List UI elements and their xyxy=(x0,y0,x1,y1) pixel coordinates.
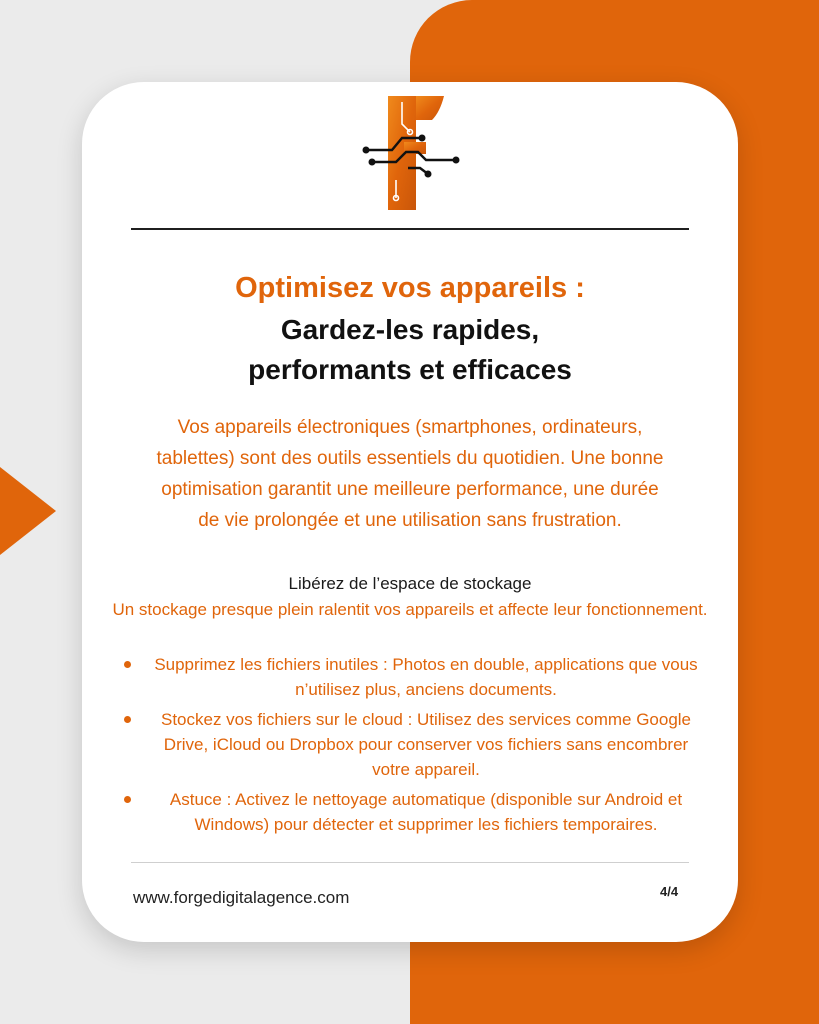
bullet-dot-icon xyxy=(124,716,131,723)
next-arrow-icon[interactable] xyxy=(0,467,56,555)
list-item-text: Stockez vos fichiers sur le cloud : Utilisez des services comme Google Drive, iCloud ou Dropbox pour conserver vos fichiers sans encombrer votre appareil. xyxy=(160,710,692,779)
intro-paragraph: Vos appareils électroniques (smartphones, ordinateurs, tablettes) sont des outils essentiels du quotidien. Une bonne optimisation garantit une meilleure performance, une durée de vie prolongée et une utilisation sans frustration. xyxy=(156,417,664,531)
list-item xyxy=(82,652,738,702)
bullet-dot-icon xyxy=(124,661,131,668)
page-title-line-3: performants et efficaces xyxy=(248,354,572,385)
list-item xyxy=(82,707,738,782)
section-description: Un stockage presque plein ralentit vos appareils et affecte leur fonctionnement. xyxy=(112,600,708,619)
content-card xyxy=(82,82,738,942)
forge-circuit-f-logo-icon xyxy=(362,94,462,212)
top-divider xyxy=(131,228,689,230)
list-item-text: Supprimez les fichiers inutiles : Photos en double, applications que vous n’utilisez plus, anciens documents. xyxy=(154,655,698,699)
list-item-text: Astuce : Activez le nettoyage automatique (disponible sur Android et Windows) pour détecter et supprimer les fichiers temporaires. xyxy=(169,790,683,834)
tips-list xyxy=(82,652,738,842)
page-number: 4/4 xyxy=(660,884,679,899)
list-item xyxy=(82,787,738,837)
bullet-dot-icon xyxy=(124,796,131,803)
website-link[interactable]: www.forgedigitalagence.com xyxy=(133,888,350,907)
page-title-accent: Optimisez vos appareils : xyxy=(235,272,585,304)
section-heading: Libérez de l’espace de stockage xyxy=(288,574,532,593)
bottom-divider xyxy=(131,862,689,863)
page-title-line-2: Gardez-les rapides, xyxy=(280,314,540,345)
